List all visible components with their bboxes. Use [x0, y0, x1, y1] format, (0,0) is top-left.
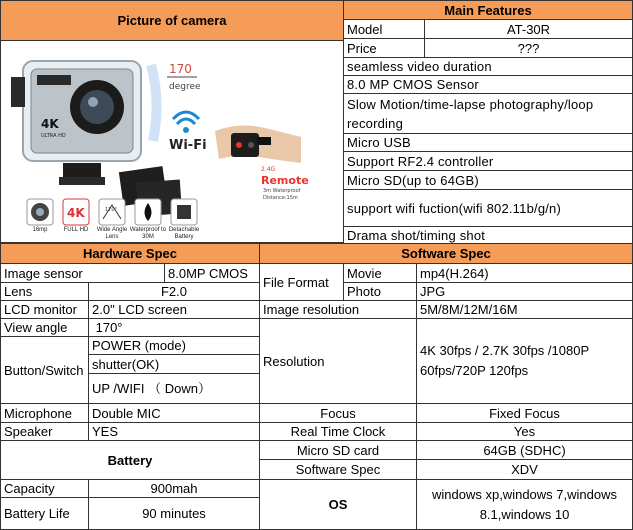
- model-value: AT-30R: [424, 19, 633, 39]
- feature-item: seamless video duration: [343, 57, 633, 76]
- remote-title: Remote: [261, 174, 309, 187]
- photo-label: Photo: [343, 282, 417, 301]
- feature-item: Support RF2.4 controller: [343, 151, 633, 171]
- hardware-spec-header: [0, 243, 260, 264]
- real-time-clock-label: Real Time Clock: [259, 422, 417, 441]
- angle-arc: [151, 65, 157, 141]
- icon-label-battery: Detachable Battery: [168, 227, 200, 240]
- header-text: Software Spec: [401, 246, 491, 261]
- image-resolution-label: Image resolution: [259, 300, 417, 319]
- movie-value: mp4(H.264): [416, 263, 633, 283]
- 4k-feature-icon: [63, 199, 89, 225]
- degree-number: 170: [169, 62, 192, 76]
- capacity-label: Capacity: [0, 479, 89, 498]
- svg-text:4K: 4K: [67, 206, 85, 220]
- icon-label-water: Waterproof to 30M: [129, 227, 167, 240]
- feature-item: support wifi fuction(wifi 802.11b/g/n): [343, 189, 633, 227]
- price-value: ???: [424, 38, 633, 58]
- speaker-value: YES: [88, 422, 260, 441]
- feature-item: Micro USB: [343, 133, 633, 152]
- feature-item: Slow Motion/time-lapse photography/loop recording: [343, 93, 633, 134]
- battery-life-label: Battery Life: [0, 497, 89, 530]
- header-text: Main Features: [444, 2, 532, 18]
- microphone-label: Microphone: [0, 403, 89, 423]
- svg-text:170°: 170°: [105, 207, 118, 213]
- microphone-value: Double MIC: [88, 403, 260, 423]
- software-spec-header: [259, 243, 633, 264]
- main-features-header: [343, 0, 633, 20]
- micro-sd-label: Micro SD card: [259, 440, 417, 460]
- camera-lens: [80, 90, 114, 124]
- camera-picture: [0, 40, 344, 243]
- button-value-power: POWER (mode): [88, 336, 260, 355]
- lcd-label: LCD monitor: [0, 300, 89, 319]
- wrist-remote: [231, 133, 259, 157]
- camera-4k-badge: 4K: [41, 117, 59, 131]
- lens-value: F2.0: [88, 282, 260, 301]
- resolution-value: 4K 30fps / 2.7K 30fps /1080P 60fps/720P 120fps: [416, 318, 633, 404]
- photo-value: JPG: [416, 282, 633, 301]
- icon-label-angle: Wide Angle Lens: [96, 227, 128, 240]
- remote-sub2: Distance:15m: [263, 195, 298, 201]
- camera-ultra-hd: ULTRA HD: [41, 133, 66, 139]
- wifi-icon: [173, 112, 199, 133]
- feature-item: 8.0 MP CMOS Sensor: [343, 75, 633, 94]
- image-resolution-value: 5M/8M/12M/16M: [416, 300, 633, 319]
- view-angle-value: 170°: [88, 318, 260, 337]
- camera-illustration: [1, 41, 343, 242]
- software-spec-label: Software Spec: [259, 459, 417, 480]
- movie-label: Movie: [343, 263, 417, 283]
- button-switch-label: Button/Switch: [0, 336, 89, 404]
- price-label: Price: [343, 38, 425, 58]
- wide-angle-feature-icon: [99, 199, 125, 225]
- image-sensor-value: 8.0MP CMOS: [164, 263, 260, 283]
- capacity-value: 900mah: [88, 479, 260, 498]
- button-value-shutter: shutter(OK): [88, 354, 260, 374]
- camera-top-panel: [37, 75, 71, 85]
- os-label: OS: [259, 479, 417, 530]
- feature-item: Micro SD(up to 64GB): [343, 170, 633, 190]
- battery-header: Battery: [0, 440, 260, 480]
- wifi-label: Wi-Fi: [169, 138, 207, 153]
- lcd-value: 2.0" LCD screen: [88, 300, 260, 319]
- housing-clip: [11, 77, 25, 107]
- remote-top: 2.4G: [261, 166, 276, 173]
- header-text: Picture of camera: [117, 13, 227, 28]
- micro-sd-value: 64GB (SDHC): [416, 440, 633, 460]
- lens-label: Lens: [0, 282, 89, 301]
- focus-label: Focus: [259, 403, 417, 423]
- real-time-clock-value: Yes: [416, 422, 633, 441]
- lens-feature-icon: [27, 199, 53, 225]
- resolution-label: Resolution: [259, 318, 417, 404]
- button-value-up-wifi: UP /WIFI （ Down）: [88, 373, 260, 404]
- lens-highlight: [88, 97, 98, 107]
- feature-item: Drama shot/timing shot: [343, 226, 633, 244]
- waterproof-feature-icon: [135, 199, 161, 225]
- image-sensor-label: Image sensor: [0, 263, 165, 283]
- view-angle-label: View angle: [0, 318, 89, 337]
- file-format-label: File Format: [259, 263, 344, 301]
- picture-of-camera-header: [0, 0, 344, 41]
- remote-sub1: 3m Waterproof: [263, 188, 301, 194]
- speaker-label: Speaker: [0, 422, 89, 441]
- header-text: Hardware Spec: [83, 246, 177, 261]
- software-spec-value: XDV: [416, 459, 633, 480]
- battery-life-value: 90 minutes: [88, 497, 260, 530]
- focus-value: Fixed Focus: [416, 403, 633, 423]
- degree-word: degree: [169, 82, 201, 92]
- camera-mount: [63, 163, 101, 177]
- os-value: windows xp,windows 7,windows 8.1,windows 10: [416, 479, 633, 530]
- icon-label-lens: 16mp: [32, 227, 48, 233]
- battery-feature-icon: [171, 199, 197, 225]
- model-label: Model: [343, 19, 425, 39]
- icon-label-4k: FULL HD: [63, 227, 89, 233]
